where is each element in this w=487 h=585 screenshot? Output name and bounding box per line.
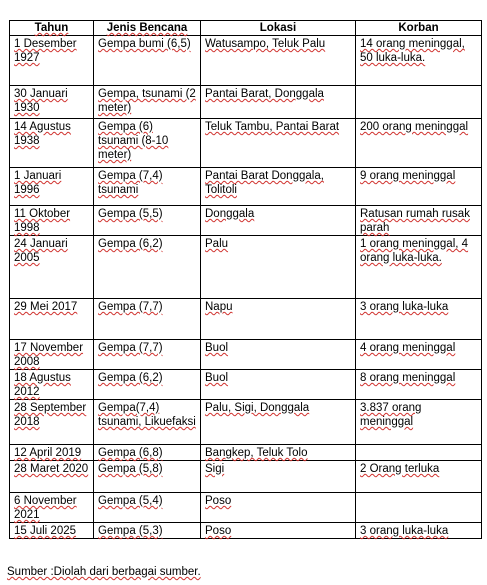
cell-jenis-bencana: Gempa (6,8): [94, 445, 201, 461]
cell-tahun: 28 Maret 2020: [10, 461, 94, 493]
table-row: [10, 461, 482, 493]
cell-lokasi: Napu: [201, 299, 356, 340]
cell-korban: 4 orang meninggal: [356, 340, 482, 370]
cell-jenis-bencana: Gempa (7,7): [94, 340, 201, 370]
cell-lokasi: Buol: [201, 340, 356, 370]
cell-tahun: 14 Agustus 1938: [10, 119, 94, 168]
cell-lokasi: Poso: [201, 523, 356, 539]
cell-jenis-bencana: Gempa (6,2): [94, 236, 201, 299]
cell-korban: 3 orang luka-luka: [356, 299, 482, 340]
cell-jenis-bencana: Gempa (7,7): [94, 299, 201, 340]
table-row: [10, 168, 482, 206]
cell-korban: 1 orang meninggal, 4 orang luka-luka.: [356, 236, 482, 299]
table-row: [10, 236, 482, 299]
cell-korban: 3 orang luka-luka: [356, 523, 482, 539]
cell-tahun: 1 Januari 1996: [10, 168, 94, 206]
cell-lokasi: Poso: [201, 493, 356, 523]
cell-jenis-bencana: Gempa (5,8): [94, 461, 201, 493]
cell-tahun: 30 Januari 1930: [10, 86, 94, 119]
cell-korban: 14 orang meninggal, 50 luka-luka.: [356, 36, 482, 86]
cell-lokasi: Palu, Sigi, Donggala: [201, 400, 356, 445]
cell-korban: 2 Orang terluka: [356, 461, 482, 493]
table-row: [10, 400, 482, 445]
cell-jenis-bencana: Gempa (5,4): [94, 493, 201, 523]
cell-lokasi: Buol: [201, 370, 356, 400]
cell-jenis-bencana: Gempa bumi (6,5): [94, 36, 201, 86]
cell-tahun: 12 April 2019: [10, 445, 94, 461]
source-note: Sumber :Diolah dari berbagai sumber.: [7, 566, 201, 578]
cell-korban: 9 orang meninggal: [356, 168, 482, 206]
cell-jenis-bencana: Gempa (7,4) tsunami: [94, 168, 201, 206]
cell-korban: 3.837 orang meninggal: [356, 400, 482, 445]
cell-korban: [356, 86, 482, 119]
cell-jenis-bencana: Gempa (6) tsunami (8-10 meter): [94, 119, 201, 168]
table-row: [10, 206, 482, 236]
header-korban: Korban: [356, 21, 482, 36]
cell-jenis-bencana: Gempa (6,2): [94, 370, 201, 400]
cell-lokasi: Palu: [201, 236, 356, 299]
cell-lokasi: Pantai Barat, Donggala: [201, 86, 356, 119]
cell-jenis-bencana: Gempa (5,3): [94, 523, 201, 539]
header-jenis-bencana: Jenis Bencana: [94, 21, 201, 36]
table-row: [10, 86, 482, 119]
cell-korban: Ratusan rumah rusak parah: [356, 206, 482, 236]
cell-tahun: 28 September 2018: [10, 400, 94, 445]
cell-tahun: 1 Desember 1927: [10, 36, 94, 86]
cell-tahun: 6 November 2021: [10, 493, 94, 523]
cell-lokasi: Donggala: [201, 206, 356, 236]
table-header-row: [10, 21, 482, 36]
header-tahun: Tahun: [10, 21, 94, 36]
table-row: [10, 370, 482, 400]
cell-jenis-bencana: Gempa(7,4) tsunami, Likuefaksi: [94, 400, 201, 445]
table-row: [10, 36, 482, 86]
cell-tahun: 29 Mei 2017: [10, 299, 94, 340]
cell-tahun: 15 Juli 2025: [10, 523, 94, 539]
cell-lokasi: Sigi: [201, 461, 356, 493]
table-row: [10, 445, 482, 461]
cell-lokasi: Watusampo, Teluk Palu: [201, 36, 356, 86]
cell-tahun: 17 November 2008: [10, 340, 94, 370]
cell-lokasi: Bangkep, Teluk Tolo: [201, 445, 356, 461]
header-lokasi: Lokasi: [201, 21, 356, 36]
table-row: [10, 493, 482, 523]
cell-korban: [356, 445, 482, 461]
cell-tahun: 18 Agustus 2012: [10, 370, 94, 400]
cell-lokasi: Pantai Barat Donggala, Tolitoli: [201, 168, 356, 206]
table-row: [10, 523, 482, 539]
cell-korban: 200 orang meninggal: [356, 119, 482, 168]
table-row: [10, 119, 482, 168]
disaster-table: [9, 20, 482, 539]
cell-tahun: 24 Januari 2005: [10, 236, 94, 299]
cell-jenis-bencana: Gempa (5,5): [94, 206, 201, 236]
table-row: [10, 299, 482, 340]
cell-korban: [356, 493, 482, 523]
cell-korban: 8 orang meninggal: [356, 370, 482, 400]
table-row: [10, 340, 482, 370]
cell-lokasi: Teluk Tambu, Pantai Barat: [201, 119, 356, 168]
cell-tahun: 11 Oktober 1998: [10, 206, 94, 236]
cell-jenis-bencana: Gempa, tsunami (2 meter): [94, 86, 201, 119]
